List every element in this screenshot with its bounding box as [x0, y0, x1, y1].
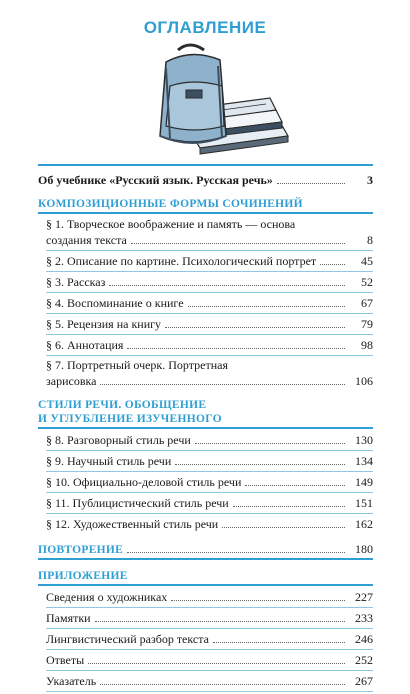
table-of-contents: [38, 161, 373, 694]
dot-leader: [320, 263, 345, 265]
dot-leader: [127, 551, 345, 553]
divider: [38, 164, 373, 166]
toc-entry-5[interactable]: § 5. Рецензия на книгу 79: [46, 317, 373, 331]
divider: [46, 471, 373, 472]
divider: [38, 584, 373, 586]
section-repeat: [38, 541, 373, 560]
dot-leader: [195, 442, 345, 444]
toc-entry-11[interactable]: § 11. Публицистический стиль речи 151: [46, 496, 373, 510]
toc-entry-7[interactable]: зарисовка 106: [46, 374, 373, 388]
page-number: 3: [367, 173, 373, 187]
dot-leader: [109, 284, 345, 286]
toc-entry-7-line1[interactable]: § 7. Портретный очерк. Портретная: [46, 358, 228, 372]
toc-entry-12[interactable]: § 12. Художественный стиль речи 162: [46, 517, 373, 531]
divider: [46, 691, 373, 692]
toc-entry-6[interactable]: § 6. Аннотация 98: [46, 338, 373, 352]
toc-entry-2[interactable]: § 2. Описание по картине. Психологический портрет 45: [46, 254, 373, 268]
page-title: ОГЛАВЛЕНИЕ: [143, 18, 267, 37]
section-compositional: [38, 197, 373, 389]
toc-entry-memos[interactable]: Памятки 233: [46, 611, 373, 625]
toc-entry-artists[interactable]: Сведения о художниках 227: [46, 590, 373, 604]
section-heading: ПОВТОРЕНИЕ: [38, 544, 124, 556]
toc-entry-8[interactable]: § 8. Разговорный стиль речи 130: [46, 433, 373, 447]
divider: [38, 212, 373, 214]
dot-leader: [88, 662, 345, 664]
dot-leader: [188, 305, 345, 307]
divider: [46, 313, 373, 314]
divider: [46, 355, 373, 356]
dot-leader: [131, 242, 345, 244]
divider: [46, 670, 373, 671]
divider: [46, 492, 373, 493]
school-bag-illustration: [130, 40, 290, 160]
divider: [46, 292, 373, 293]
toc-entry-intro[interactable]: Об учебнике «Русский язык. Русская речь» 3: [38, 173, 373, 187]
dot-leader: [213, 641, 345, 643]
toc-entry-answers[interactable]: Ответы 252: [46, 653, 373, 667]
toc-entry-3[interactable]: § 3. Рассказ 52: [46, 275, 373, 289]
section-heading: ПРИЛОЖЕНИЕ: [38, 570, 128, 582]
toc-entry-10[interactable]: § 10. Официально-деловой стиль речи 149: [46, 475, 373, 489]
divider: [38, 427, 373, 429]
divider: [46, 628, 373, 629]
toc-entry-index[interactable]: Указатель 267: [46, 674, 373, 688]
dot-leader: [233, 505, 345, 507]
dot-leader: [127, 347, 345, 349]
dot-leader: [245, 484, 345, 486]
divider: [38, 558, 373, 560]
dot-leader: [171, 599, 345, 601]
bag-icon: [160, 45, 226, 143]
section-styles: [38, 398, 373, 532]
section-heading: КОМПОЗИЦИОННЫЕ ФОРМЫ СОЧИНЕНИЙ: [38, 198, 303, 210]
divider: [46, 271, 373, 272]
dot-leader: [100, 383, 345, 385]
toc-entry-repeat[interactable]: ПОВТОРЕНИЕ 180: [38, 542, 373, 556]
toc-entry-4[interactable]: § 4. Воспоминание о книге 67: [46, 296, 373, 310]
dot-leader: [277, 182, 345, 184]
divider: [46, 250, 373, 251]
toc-entry-1[interactable]: создания текста 8: [46, 233, 373, 247]
divider: [46, 607, 373, 608]
toc-entry-9[interactable]: § 9. Научный стиль речи 134: [46, 454, 373, 468]
toc-entry-analysis[interactable]: Лингвистический разбор текста 246: [46, 632, 373, 646]
dot-leader: [95, 620, 345, 622]
toc-entry-1-line1[interactable]: § 1. Творческое воображение и память — основа: [46, 217, 296, 231]
dot-leader: [175, 463, 345, 465]
divider: [46, 334, 373, 335]
divider: [46, 649, 373, 650]
dot-leader: [165, 326, 345, 328]
section-heading: СТИЛИ РЕЧИ. ОБОБЩЕНИЕ И УГЛУБЛЕНИЕ ИЗУЧЕННОГО: [38, 399, 222, 425]
section-appendix: [38, 569, 373, 692]
dot-leader: [100, 683, 345, 685]
dot-leader: [222, 526, 345, 528]
divider: [46, 513, 373, 514]
divider: [46, 450, 373, 451]
